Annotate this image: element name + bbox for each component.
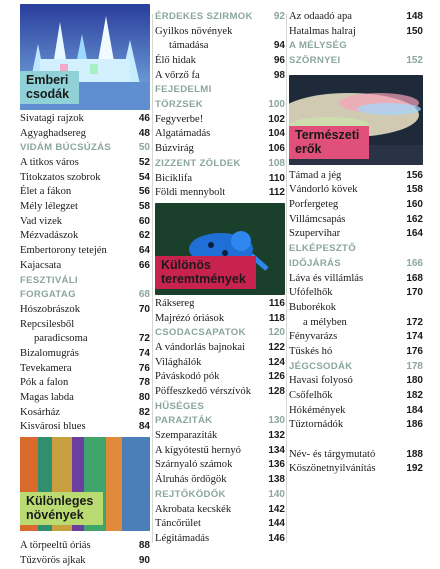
toc-page-number: 78 [138, 377, 150, 389]
toc-entry-title: Buborékok [289, 301, 337, 313]
section-label-termeszeti: Természeti erők [289, 126, 369, 159]
toc-page-number: 92 [273, 10, 285, 22]
toc-page-number: 102 [268, 113, 285, 125]
toc-entry [20, 127, 150, 142]
toc-page-number: 164 [406, 228, 423, 240]
toc-entry [289, 10, 423, 25]
toc-page-number: 74 [138, 347, 150, 359]
toc-section-heading [155, 326, 285, 341]
toc-entry-title: Gyilkos növények [155, 25, 233, 37]
toc-section-heading [155, 414, 285, 429]
toc-page-number: 84 [138, 421, 150, 433]
toc-entry [155, 69, 285, 84]
toc-page-number: 136 [268, 459, 285, 471]
toc-page-number: 188 [406, 448, 423, 460]
toc-entry-title: Élő hidak [155, 55, 196, 67]
toc-page-number: 98 [273, 69, 285, 81]
toc-entry-title: Kajacsata [20, 259, 62, 271]
toc-entry [20, 200, 150, 215]
toc-entry [289, 272, 423, 287]
toc-section-heading [20, 274, 150, 289]
toc-page-number: 132 [268, 430, 285, 442]
toc-entry [289, 213, 423, 228]
toc-entry [289, 330, 423, 345]
toc-entry [20, 215, 150, 230]
toc-entry-title: Támad a jég [289, 169, 342, 181]
toc-entry-title: A MÉLYSÉG [289, 40, 347, 52]
toc-page-number: 172 [406, 316, 423, 328]
toc-page-number: 64 [138, 245, 150, 257]
toc-entry-title: A kígyótestű hernyó [155, 444, 241, 456]
toc-entry [20, 391, 150, 406]
toc-page-number: 60 [138, 215, 150, 227]
toc-entry-title: Algatámadás [155, 128, 211, 140]
toc-page-number: 72 [138, 333, 150, 345]
toc-page-number: 166 [406, 257, 423, 269]
toc-page-number: 146 [268, 532, 285, 544]
toc-entry-title: Köszönetnyilvánítás [289, 463, 376, 475]
toc-section-heading [155, 83, 285, 98]
toc-entry [155, 459, 285, 474]
toc-entry-title: JÉGCSODÁK [289, 360, 353, 372]
toc-entry-title: VIDÁM BÚCSÚZÁS [20, 142, 112, 154]
toc-entry [155, 25, 285, 40]
toc-entry-title: támadása [169, 40, 209, 52]
toc-entry-title: A törpeeltű óriás [20, 540, 91, 552]
toc-section-heading [155, 488, 285, 503]
toc-page-number: 80 [138, 392, 150, 404]
toc-entry [20, 318, 150, 333]
toc-entry [20, 362, 150, 377]
toc-entry [155, 54, 285, 69]
toc-entry [155, 128, 285, 143]
toc-entry [289, 198, 423, 213]
toc-entry [289, 183, 423, 198]
toc-entry [20, 376, 150, 391]
toc-entry [155, 297, 285, 312]
toc-entry-title: paradicsoma [34, 333, 88, 345]
toc-entry-title: TÖRZSEK [155, 99, 203, 111]
toc-entry-title: PARAZITÁK [155, 415, 213, 427]
toc-entry-title: Szárnyaló számok [155, 459, 233, 471]
toc-entry-title: Ufófelhők [289, 287, 333, 299]
toc-list-2b [155, 297, 285, 547]
column-divider [152, 14, 153, 543]
toc-entry [20, 554, 150, 569]
toc-entry-title: A titkos város [20, 157, 79, 169]
toc-page-number: 168 [406, 272, 423, 284]
toc-page-number: 94 [273, 40, 285, 52]
toc-entry-title: Kisvárosi blues [20, 421, 86, 433]
toc-entry [289, 389, 423, 404]
toc-page-number: 70 [138, 303, 150, 315]
toc-list-3b [289, 169, 423, 477]
toc-entry [20, 303, 150, 318]
toc-entry-title: Pöffeszkedő vérszívók [155, 386, 252, 398]
section-label-emberi: Emberi csodák [20, 71, 79, 104]
toc-entry-title: Mézvadászok [20, 230, 79, 242]
toc-entry-title: Vándorló kövek [289, 184, 358, 196]
toc-entry-title: Álruhás ördögök [155, 474, 227, 486]
toc-entry [155, 429, 285, 444]
toc-entry-title: Embertorony tetején [20, 245, 107, 257]
rainbow-eucalyptus-photo [20, 437, 150, 531]
toc-page-number: 182 [406, 390, 423, 402]
toc-entry [289, 169, 423, 184]
toc-page-number: 110 [268, 172, 285, 184]
toc-entry [155, 142, 285, 157]
toc-entry-title: Repcsilesből [20, 318, 75, 330]
toc-entry-title: FESZTIVÁLI [20, 274, 78, 286]
toc-entry [155, 39, 285, 54]
toc-entry [155, 113, 285, 128]
toc-entry-title: SZÖRNYEI [289, 55, 341, 67]
toc-entry [20, 185, 150, 200]
toc-page-number: 106 [268, 143, 285, 155]
toc-entry-title: Biciklifa [155, 172, 193, 184]
toc-entry [289, 418, 423, 433]
toc-page-number: 66 [138, 259, 150, 271]
toc-page-number: 178 [406, 360, 423, 372]
toc-entry [289, 286, 423, 301]
toc-entry [155, 312, 285, 327]
toc-entry [20, 539, 150, 554]
toc-column-1 [20, 0, 150, 569]
toc-page-number: 46 [138, 112, 150, 124]
toc-page-number: 186 [406, 419, 423, 431]
toc-page-number: 108 [268, 157, 285, 169]
toc-entry-title: Földi mennybolt [155, 187, 226, 199]
toc-entry [20, 259, 150, 274]
toc-entry-title: Páváskodó pók [155, 371, 220, 383]
toc-entry [155, 385, 285, 400]
toc-entry [155, 370, 285, 385]
toc-page-number: 62 [138, 230, 150, 242]
toc-entry-title: IDŐJÁRÁS [289, 257, 341, 269]
toc-section-heading [155, 157, 285, 172]
toc-entry-title: Sivatagi rajzok [20, 112, 84, 124]
toc-entry-title: Tüskés hó [289, 345, 333, 357]
toc-page-number: 160 [406, 199, 423, 211]
toc-entry-title: Bizalomugrás [20, 347, 79, 359]
toc-section-heading [289, 242, 423, 257]
toc-section-heading [155, 10, 285, 25]
toc-entry-title: FORGATAG [20, 289, 76, 301]
toc-page-number: 82 [138, 406, 150, 418]
toc-page-number: 128 [268, 386, 285, 398]
toc-entry-title: Fegyverbe! [155, 113, 204, 125]
toc-entry [20, 230, 150, 245]
toc-entry [289, 228, 423, 243]
toc-entry-title: Fényvarázs [289, 331, 338, 343]
toc-entry-title: Az odaadó apa [289, 10, 352, 22]
toc-entry-title: A vőrző fa [155, 69, 200, 81]
toc-section-heading [20, 141, 150, 156]
toc-entry [20, 112, 150, 127]
toc-entry-title: Csőfelhők [289, 390, 333, 402]
toc-page-number: 48 [138, 127, 150, 139]
toc-entry [20, 420, 150, 435]
toc-page-number: 174 [406, 331, 423, 343]
toc-page-number: 118 [268, 312, 285, 324]
toc-entry [289, 448, 423, 463]
toc-page-number: 124 [268, 356, 285, 368]
toc-page-number: 162 [406, 213, 423, 225]
toc-entry-title: Világhálók [155, 356, 202, 368]
toc-entry-title: a mélyben [303, 316, 347, 328]
toc-entry-title: CSODACSAPATOK [155, 327, 246, 339]
toc-page-number: 100 [268, 99, 285, 111]
toc-entry [289, 404, 423, 419]
toc-entry [20, 406, 150, 421]
toc-entry-title: Magas labda [20, 392, 74, 404]
toc-entry-title: REJTŐKÖDŐK [155, 488, 226, 500]
toc-entry-title: ELKÉPESZTŐ [289, 243, 356, 255]
toc-entry-title: Hókémények [289, 404, 346, 416]
section-label-kulonleges: Különleges növények [20, 492, 103, 525]
toc-entry [20, 347, 150, 362]
toc-page-number: 104 [268, 128, 285, 140]
toc-entry-title: Tűztornádók [289, 419, 344, 431]
toc-page-number: 122 [268, 341, 285, 353]
toc-entry-title: Akrobata kecskék [155, 503, 232, 515]
toc-list-1 [20, 112, 150, 435]
toc-entry-title: ZIZZENT ZÖLDEK [155, 157, 241, 169]
toc-entry [289, 433, 423, 448]
toc-page-number: 120 [268, 327, 285, 339]
column-divider [286, 14, 287, 543]
sky-rainbow-photo [289, 75, 423, 165]
toc-page-number: 112 [268, 187, 285, 199]
toc-section-heading [155, 400, 285, 415]
toc-page-number: 68 [138, 289, 150, 301]
toc-entry-title: Havasi folyosó [289, 375, 353, 387]
toc-entry [155, 473, 285, 488]
toc-page-number: 150 [406, 25, 423, 37]
toc-entry [155, 444, 285, 459]
toc-page-number: 96 [273, 55, 285, 67]
toc-entry-title: Titokzatos szobrok [20, 171, 101, 183]
toc-entry-title: Villámcsapás [289, 213, 346, 225]
toc-page-number: 180 [406, 375, 423, 387]
toc-entry-title: Búzvirág [155, 143, 194, 155]
toc-entry-title: A vándorlás bajnokai [155, 341, 246, 353]
toc-entry-title: Ráksereg [155, 297, 195, 309]
toc-entry [289, 301, 423, 316]
toc-entry-title: Mély lélegzet [20, 201, 78, 213]
toc-entry [155, 186, 285, 201]
toc-entry [155, 356, 285, 371]
toc-entry-title: Élet a fákon [20, 186, 72, 198]
toc-entry-title: Láva és villámlás [289, 272, 364, 284]
toc-entry-title: Porfergeteg [289, 199, 339, 211]
toc-list-2 [155, 10, 285, 201]
toc-entry-title: Kosárház [20, 406, 61, 418]
toc-page-number: 170 [406, 287, 423, 299]
toc-entry [155, 503, 285, 518]
toc-entry-title: Hószobrászok [20, 303, 81, 315]
toc-entry-title: Szupervihar [289, 228, 341, 240]
toc-page-number: 156 [406, 169, 423, 181]
toc-entry [289, 316, 423, 331]
toc-section-heading [155, 98, 285, 113]
toc-page-number: 56 [138, 186, 150, 198]
toc-page-number: 176 [406, 345, 423, 357]
toc-entry-title: Pók a falon [20, 377, 69, 389]
toc-entry-title: Név- és tárgymutató [289, 448, 376, 460]
toc-page-number: 58 [138, 201, 150, 213]
toc-page-number: 76 [138, 362, 150, 374]
toc-entry [20, 332, 150, 347]
toc-page-number: 130 [268, 415, 285, 427]
toc-entry-title: Légitámadás [155, 532, 210, 544]
section-label-kulonos: Különös teremtmények [155, 256, 256, 289]
toc-page-number: 138 [268, 474, 285, 486]
toc-entry-title: Táncőrület [155, 518, 201, 530]
toc-entry-title: Hatalmas halraj [289, 25, 356, 37]
toc-section-heading [289, 360, 423, 375]
toc-section-heading [289, 257, 423, 272]
toc-page-number: 158 [406, 184, 423, 196]
toc-entry [155, 341, 285, 356]
toc-entry-title: FEJEDELMI [155, 84, 212, 96]
toc-list-3 [289, 10, 423, 69]
toc-page-number: 52 [138, 157, 150, 169]
toc-entry-title: ÉRDEKES SZIRMOK [155, 10, 253, 22]
toc-entry [155, 532, 285, 547]
toc-page-number: 116 [268, 297, 285, 309]
toc-entry [289, 374, 423, 389]
toc-entry [20, 156, 150, 171]
toc-entry [20, 171, 150, 186]
toc-list-1b [20, 539, 150, 568]
toc-entry [155, 172, 285, 187]
toc-entry-title: Agyaghadsereg [20, 127, 86, 139]
toc-entry-title: Szemparaziták [155, 430, 218, 442]
toc-entry-title: Vad vizek [20, 215, 63, 227]
toc-page-number: 152 [406, 55, 423, 67]
toc-page-number: 50 [138, 142, 150, 154]
toc-entry [289, 345, 423, 360]
toc-column-2 [155, 0, 285, 547]
toc-section-heading [289, 54, 423, 69]
toc-page-number: 134 [268, 444, 285, 456]
toc-page-number: 184 [406, 404, 423, 416]
toc-entry-title: HŰSÉGES [155, 400, 205, 412]
toc-entry [155, 517, 285, 532]
toc-page-number: 88 [138, 540, 150, 552]
toc-page-number: 90 [138, 554, 150, 566]
toc-column-3 [289, 0, 423, 477]
toc-section-heading [289, 39, 423, 54]
toc-entry [289, 25, 423, 40]
toc-entry [20, 244, 150, 259]
toc-entry [289, 463, 423, 478]
toc-page-number: 192 [406, 463, 423, 475]
toc-section-heading [20, 288, 150, 303]
toc-entry-title: Majrézó óriások [155, 312, 225, 324]
blue-frog-photo [155, 203, 285, 295]
toc-entry-title: Tevekamera [20, 362, 72, 374]
toc-page-number: 142 [268, 503, 285, 515]
ice-city-photo [20, 4, 150, 110]
toc-page-number: 54 [138, 171, 150, 183]
toc-page-number: 140 [268, 488, 285, 500]
toc-page-number: 126 [268, 371, 285, 383]
toc-page-number: 148 [406, 10, 423, 22]
toc-entry-title: Tűzvörös ajkak [20, 554, 86, 566]
toc-page-number: 144 [268, 518, 285, 530]
